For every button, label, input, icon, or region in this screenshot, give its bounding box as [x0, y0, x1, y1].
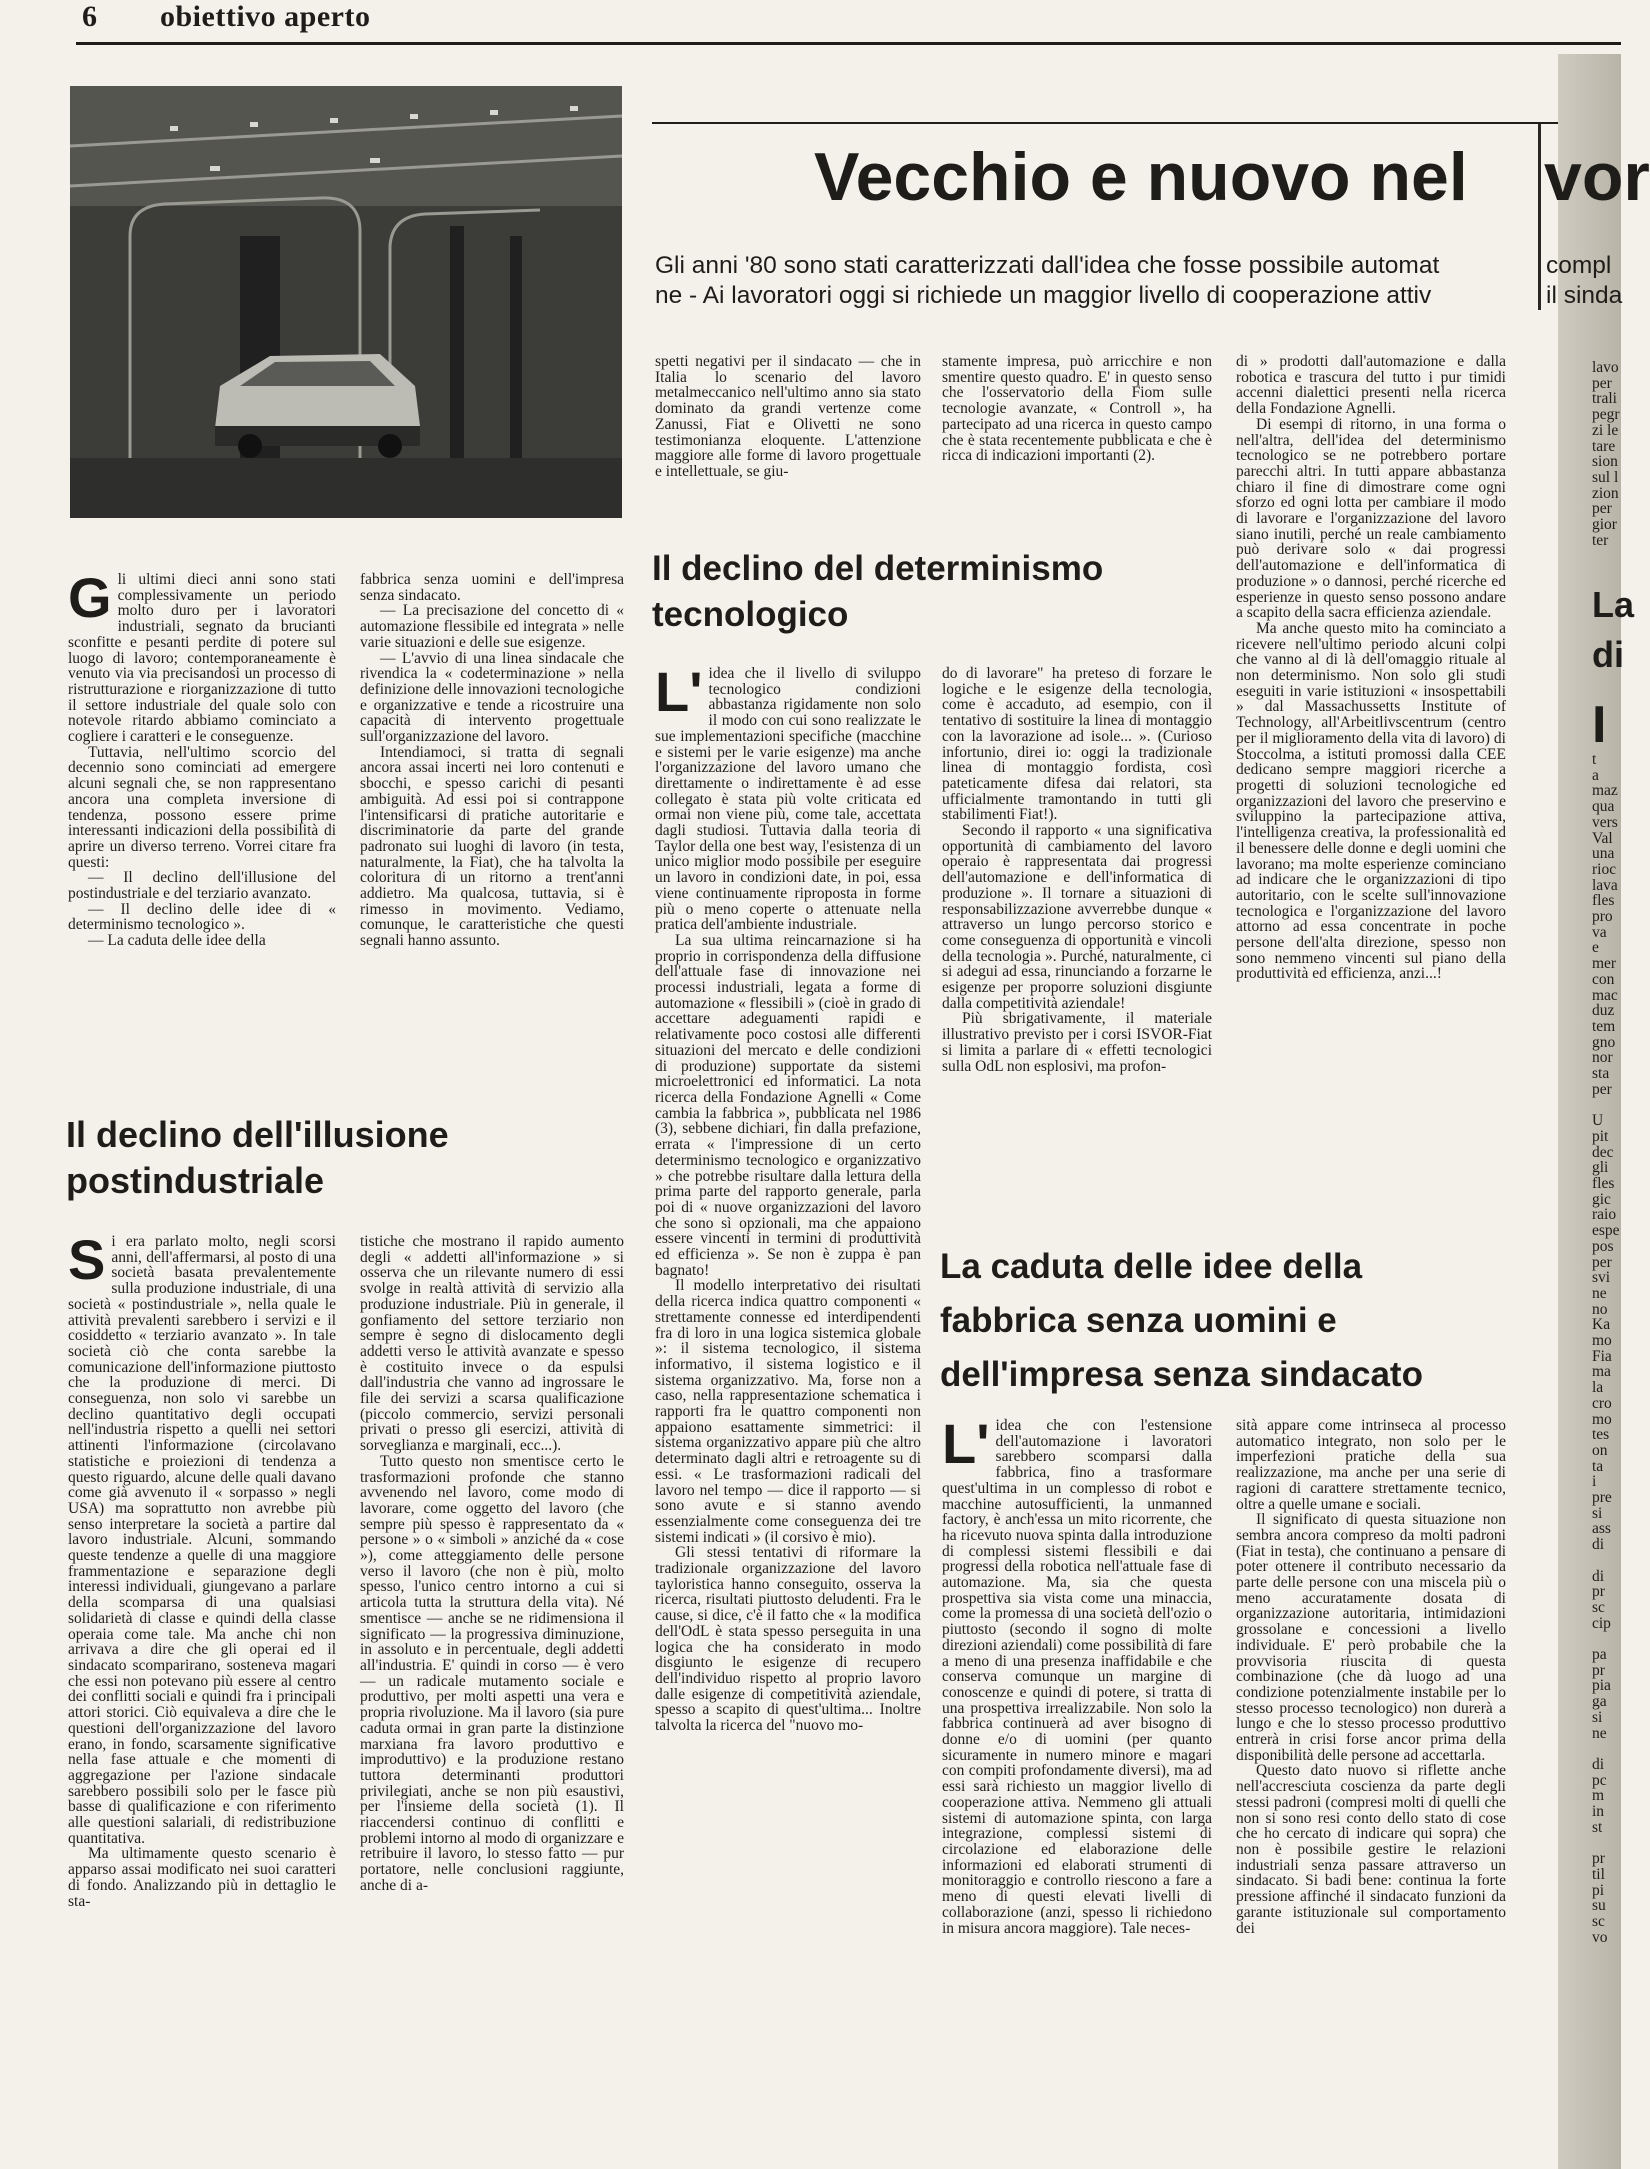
section3-text-1: idea che con l'estensione dell'automazione i lavoratori sarebbero scomparsi dalla fabbrica, fino a trasformare quest'ultima in un complesso di robot e macchine autosufficienti, la unmanned factory, è anch'essa un mito ricorrente, che ha ricevuto nuova spinta dalla introduzione di complessi sistemi flessibili e dai progressi della robotica nell'attuale fase di automazione. Ma, sia che questa prospettiva sia vista come una minaccia, come la promessa di una società dell'ozio o piuttosto (secondo il sogno di molte direzioni aziendali) come possibilità di fare a meno di una presenza inaffidabile e che conserva comunque un margine di conoscenze e quindi di potere, si tratta di una prospettiva irrealizzabile. Non solo la fabbrica continuerà ad aver bisogno di donne e/o di uomini (per quanto sicuramente in numero minore e magari con compiti profondamente diversi), ma ad essi sarà richiesto un maggior livello di cooperazione attiva. Nemmeno gli attuali sistemi di automazione spinta, con larga integrazione, complessi sistemi di circolazione ed elaborazione delle informazioni ed elaborati strumenti di monitoraggio e controllo riescono a fare a meno di questi elevati livelli di collaborazione (anzi, spesso li richiedono in misura ancora maggiore). Tale neces-: [942, 1417, 1212, 1937]
facing-page-line-1: per: [1592, 374, 1612, 392]
dropcap-s: S: [68, 1228, 106, 1291]
facing-page-line-9: per: [1592, 500, 1612, 518]
facing-page-line-2: trali: [1592, 390, 1617, 408]
facing-page-line-mid-17: tem: [1592, 1017, 1616, 1035]
section1-text-1: i era parlato molto, negli scorsi anni, dell'affermarsi, al posto di una società basata prevalentemente sulla produzione industriale, di una società « postindustriale », nella quale le attività prevalenti sarebbero i servizi e il cosiddetto « terziario avanzato ». In tale società ciò che conta sarebbe la comunicazione dell'informazione piuttosto che la produzione di merci. Di conseguenza, non solo vi sarebbe un declino quantitativo degli occupati nell'industria rispetto a quelli nei settori attinenti l'informazione (circolavano statistiche e proiezioni di tendenza a questo riguardo, alcune delle quali davano come già avvenuto il « sorpasso » negli USA) ma soprattutto non avrebbe più senso interpretare la società a partire dal lavoro industriale. Alcuni, sommando queste tendenze a quelle di una maggiore frammentazione e separazione degli interessi individuali, giungevano a parlare della scomparsa di una qualsiasi solidarietà di classe e quindi della classe operaia come tale. Ma anche chi non arrivava a dire che gli operai ed il sindacato scomparirano, sosteneva magari che essi non potevano più essere al centro dei conflitti sociali e quindi fra i principali attori storici. Ciò equivaleva a dire che le questioni dell'organizzazione del lavoro erano, in fondo, scarsamente significative nella fase attuale e che momenti di aggregazione per l'azione sindacale sarebbero possibili solo per le fasce più basse di qualificazione e con riferimento alle questioni salariali, di redistribuzione quantitativa.: [68, 1233, 336, 1847]
facing-page-line-mid-16: duz: [1592, 1002, 1615, 1020]
facing-page-line-mid-38: Fia: [1592, 1347, 1612, 1365]
facing-page-line-mid-75: vo: [1592, 1928, 1608, 1946]
facing-page-line-mid-52: di: [1592, 1567, 1605, 1585]
section-heading-postindustriale: Il declino dell'illusione postindustriale: [66, 1114, 449, 1201]
section3-text-2: sità appare come intrinseca al processo automatico integrato, non solo per le imperfezioni pratiche della sua realizzazione, ma anche per una serie di ragioni di carattere strettamente tecnico, oltre a quelle umane e sociali.: [1236, 1417, 1506, 1513]
intro-text-7: — La precisazione del concetto di « automazione flessibile ed integrata » nelle varie situazioni e delle sue esigenze.: [360, 602, 624, 651]
facing-page-line-mid-5: Val: [1592, 829, 1613, 847]
section2-text-9: Di esempi di ritorno, in una forma o nell'altra, dell'idea del determinismo tecnologico se ne potrebbero portare parecchi altri. In tutti appare abbastanza chiaro il fine di dimostrare come ogni sforzo ed ogni lotta per cambiare il modo di lavorare e l'organizzazione del lavoro siano inutili, perché un reale cambiamento può derivare solo « dai progressi dell'automazione e dell'informatica di produzione » o dannosi, perché ricerche ed esperienze in questo senso possono andare a scapito della sacra efficienza aziendale.: [1236, 415, 1506, 622]
facing-page-line-mid-70: pr: [1592, 1850, 1605, 1868]
facing-page-line-mid-26: gli: [1592, 1159, 1609, 1177]
facing-page-line-mid-69: [1592, 1836, 1621, 1852]
page-number: 6: [82, 0, 98, 33]
facing-page-line-mid-53: pr: [1592, 1583, 1605, 1601]
facing-page-line-mid-60: ga: [1592, 1693, 1607, 1711]
facing-page-line-mid-36: Ka: [1592, 1316, 1611, 1334]
section3-text-3: Il significato di questa situazione non sembra ancora compreso da molti padroni (Fiat in testa), che continuano a pensare di poter ottenere il contributo necessario da parte delle persone con una miscela più o meno accuratamente dosata di organizzazione autoritaria, intimidazioni grossolane e concessioni a livello individuale. E' però probabile che la provvisoria riuscita di questa combinazione (che dà luogo ad una condizione potenzialmente instabile per lo stesso processo tecnologico) non durerà a lungo e che lo stesso processo produttivo entrerà in crisi forse ancor prima della disponibilità delle persone ad accettarla.: [1236, 1511, 1506, 1764]
facing-page-line-mid-42: mo: [1592, 1410, 1612, 1428]
facing-page-line-mid-14: con: [1592, 970, 1615, 988]
section2-text-4: Gli stessi tentativi di riformare la tradizionale organizzazione del lavoro tayloristica hanno conseguito, osserva la ricerca, risultati piuttosto deludenti. Fra le cause, si dice, c'è il fatto che « la modifica dell'OdL è stata spesso perseguita in una logica che ha considerato in modo disgiunto le esigenze di recupero dell'individuo rispetto al proprio lavoro dalle esigenze di competitività aziendale, spesso a scapito di quest'ultima... Inoltre talvolta la ricerca del "nuovo mo-: [655, 1544, 921, 1735]
facing-page-line-mid-72: pi: [1592, 1881, 1605, 1899]
facing-page-line-mid-37: mo: [1592, 1332, 1612, 1350]
facing-page-line-mid-44: on: [1592, 1441, 1608, 1459]
facing-page-line-mid-8: lava: [1592, 876, 1618, 894]
section3-column-4: [942, 1412, 1212, 2160]
factory-photo: [70, 86, 622, 518]
section2-text-1: idea che il livello di sviluppo tecnologico condizioni abbastanza rigidamente non solo il modo con cui sono realizzate le sue implementazioni specifiche (macchine e sistemi per le varie esigenze) ma anche l'organizzazione del lavoro umano che direttamente o indirettamente è ad esse collegato è stata più volte criticata ed ormai non viene più, come tale, accettata dagli studiosi. Tuttavia dalla teoria di Taylor della one best way, l'esistenza di un unico miglior modo possibile per eseguire un lavoro in condizioni date, in poi, essa viene continuamente riproposta in forme più o meno coperte o attenuate nella pratica dell'ambiente industriale.: [655, 665, 921, 934]
intro-text-5: — La caduta delle idee della: [88, 932, 266, 950]
facing-page-line-mid-41: cro: [1592, 1394, 1612, 1412]
facing-page-line-mid-51: [1592, 1553, 1621, 1569]
section3-column-5: [1236, 1418, 1506, 2160]
section2-text-8: di » prodotti dall'automazione e dalla robotica e trascura del tutto i pur timidi accenni dialettici presenti nella ricerca della Fondazione Agnelli.: [1236, 353, 1506, 418]
facing-page-line-mid-1: a: [1592, 766, 1599, 784]
facing-page-line-mid-54: sc: [1592, 1598, 1605, 1616]
facing-page-line-mid-19: nor: [1592, 1049, 1613, 1067]
facing-page-line-mid-71: til: [1592, 1865, 1605, 1883]
intro-text-9: Intendiamoci, si tratta di segnali ancora assai incerti nei loro contenuti e sbocchi, e spesso carichi di pesanti ambiguità. Ad essi poi si contrappone l'intensificarsi di pratiche autoritarie e discriminatorie da parte del grande padronato sui luoghi di lavoro (in testa, naturalmente, la Fiat), che ha talvolta la coloritura di un ritorno a trent'anni addietro. Ma qualcosa, tuttavia, si è rimesso in movimento. Vediamo, comunque, le caratteristiche che questi segnali hanno assunto.: [360, 743, 624, 950]
facing-page-line-11: ter: [1592, 531, 1609, 549]
facing-page-line-mid-0: t: [1592, 751, 1597, 768]
facing-page-line-mid-33: svi: [1592, 1269, 1611, 1287]
facing-page-line-mid-50: di: [1592, 1536, 1605, 1554]
section3-heading-line-2: fabbrica senza uomini e: [940, 1301, 1337, 1340]
facing-page-line-mid-31: pos: [1592, 1237, 1614, 1255]
page-gutter-line: [1538, 124, 1541, 310]
intro-text-4: — Il declino delle idee di « determinismo tecnologico ».: [68, 900, 336, 934]
factory-photo-art: [70, 86, 622, 518]
section1-text-4: Tutto questo non smentisce certo le trasformazioni profonde che stanno avvenendo nel lavoro, come modo di lavorare, come oggetto del lavoro (che sempre più spesso è rappresentato da « persone » o « simboli » anziché da « cose »), come atteggiamento delle persone verso il lavoro (che non è più, molto spesso, l'unico centro intorno a cui si articola tutta la struttura della vita). Né smentisce — anche se ne ridimensiona il significato — la progressiva diminuzione, in assoluto e in percentuale, degli addetti all'industria. E' quindi in corso — è vero — un radicale mutamento sociale e produttivo, per molti aspetti una vera e propria rivoluzione. Ma il lavoro (sia pure caduta ormai in gran parte la distinzione marxiana fra lavoro produttivo e improduttivo) e la produzione restano tuttora determinanti produttori privilegiati, anche se non più esaustivi, per l'insieme della società (1). Il riaccendersi continuo di conflitti e problemi intorno al modo di organizzare e retribuire il lavoro, lo stesso fatto — pur portatore, nelle conclusioni raggiunte, anche di a-: [360, 1452, 624, 1894]
intro-text-1: li ultimi dieci anni sono stati complessivamente un periodo molto duro per i lavoratori industriali, segnato da brucianti sconfitte e pesanti perdite di potere sul luogo di lavoro; contemporaneamente è venuto via via precisandosi un processo di ristrutturazione e riorganizzazione di tutto il settore industriale del quale solo con notevole ritardo abbiamo cominciato a cogliere i caratteri e le conseguenze.: [68, 571, 336, 746]
facing-page-line-mid-68: st: [1592, 1818, 1603, 1836]
facing-page-line-mid-47: pre: [1592, 1489, 1612, 1507]
intro-text-6: fabbrica senza uomini e dell'impresa senza sindacato.: [360, 571, 624, 604]
facing-page-line-mid-15: mac: [1592, 986, 1618, 1004]
facing-page-line-mid-23: U: [1592, 1112, 1604, 1130]
facing-page-line-mid-18: gno: [1592, 1033, 1616, 1051]
facing-page-line-8: zion: [1592, 484, 1619, 502]
facing-page-lines-mid: [1592, 752, 1621, 2152]
mid-top-column-3: spetti negativi per il sindacato — che in Italia lo scenario del lavoro metalmeccanico nell'ultimo anno sia stato dominato da grandi vertenze come Zanussi, Fiat e Olivetti ne sono testimonianza eloquente. L'attenzione maggiore alle forme di lavoro progettuale e intellettuale, se giu-: [655, 353, 921, 480]
facing-page-line-0: lavo: [1592, 359, 1619, 376]
facing-page-line-mid-67: in: [1592, 1803, 1605, 1821]
facing-page-line-mid-24: pit: [1592, 1127, 1609, 1145]
facing-page-line-mid-10: pro: [1592, 908, 1613, 926]
facing-page-line-mid-46: i: [1592, 1473, 1597, 1491]
facing-page-line-mid-66: m: [1592, 1787, 1605, 1805]
facing-page-line-mid-12: e: [1592, 939, 1599, 957]
section2-text-6: Secondo il rapporto « una significativa opportunità di cambiamento del lavoro operaio è rappresentata dai progressi dell'automazione e dell'informatica di produzione ». Il tornare a situazioni di responsabilizzazione avverrebbe dunque « attraverso un lungo percorso storico e come conseguenza di opportunità e vincoli della tecnologia ». Purché, naturalmente, ci si adegui ad essa, rinunciando a forzarne le esigenze per proporre soluzioni disgiunte dalla competitività aziendale!: [942, 822, 1212, 1012]
facing-page-line-3: pegr: [1592, 406, 1620, 424]
section2-column-3: [655, 660, 921, 2160]
section2-text-10: Ma anche questo mito ha cominciato a ricevere nell'ultimo periodo alcuni colpi che vanno al di là dell'omaggio rituale al non determinismo. Non solo gli studi eseguiti in varie istituzioni « insospettabili » dal Massachussetts Institute of Technology, all'Arbeitlivscentrum (centro per il miglioramento della vita di lavoro) di Stoccolma, a istituti promossi dalla CEE dedicano sempre maggiori ricerche a progetti di soluzioni tecnologiche ed organizzazioni del lavoro che preservino e sviluppino la partecipazione attiva, l'intelligenza creativa, la professionalità ed il benessere delle donne e degli uomini che lavorano; ma molte esperienze cominciano ad indicare che le organizzazioni di tipo autoritario, con le scelte sull'innovazione tecnologica e l'organizzazione del lavoro attorno ad essa concentrate in poche persone dell'alta direzione, spesso non sono nemmeno vincenti sul piano della produttività ed efficienza, anzi...!: [1236, 619, 1506, 983]
facing-page-line-mid-58: pr: [1592, 1661, 1605, 1679]
facing-page-lines-top: [1592, 360, 1621, 560]
section2-column-5: [1236, 354, 1506, 1229]
section1-text-2: Ma ultimamente questo scenario è apparso assai modificato nei suoi caratteri di fondo. Analizzando più in dettaglio le sta-: [68, 1845, 336, 1910]
section-heading-fabbrica: [940, 1240, 1540, 1402]
article-title: Vecchio e nuovo nel: [814, 139, 1468, 215]
section2-text-7: Più sbrigativamente, il materiale illustrativo previsto per i corsi ISVOR-Fiat si limita a parlare di « effetti tecnologici sulla OdL non esplosivi, ma profon-: [942, 1010, 1212, 1075]
dropcap-l2: L': [942, 1412, 990, 1475]
dropcap-g: G: [68, 566, 112, 629]
facing-page-line-mid-73: su: [1592, 1897, 1606, 1915]
section2-text-5: do di lavorare" ha preteso di forzare le logiche e le esigenze della tecnologia, come è accaduto, ad esempio, con il tentativo di sostituire la linea di montaggio con la lavorazione ad isole... ». (Curioso infortunio, direi io: oggi la tradizionale linea di montaggio fordista, così pateticamente difesa dai relatori, sta ufficialmente tramontando in tutti gli stabilimenti Fiat!).: [942, 665, 1212, 824]
section2-text-2: La sua ultima reincarnazione si ha proprio in corrispondenza della diffusione dell'attuale fase di innovazione nei processi industriali, legata a forme di automazione « flessibili » (cioè in grado di accettare adeguamenti rapidi e relativamente poco costosi alle differenti situazioni del mercato e delle condizioni di produzione) supportate da sistemi microelettronici ed informatici. La nota ricerca della Fondazione Agnelli « Come cambia la fabbrica », pubblicata nel 1986 (3), sebbene dichiari, fin dalla prefazione, errata « l'impressione di un certo determinismo tecnologico e organizzativo » che potrebbe risultare dalla lettura della prima parte del rapporto generale, parla poi di « nuove organizzazioni del lavoro che sono sì opzionali, ma che appaiono essere vincenti in termini di produttività ed efficienza ». Se non è zuppa è pan bagnato!: [655, 931, 921, 1279]
section-heading-determinismo: Il declino del determinismo tecnologico: [652, 549, 1104, 634]
facing-page-line-mid-48: si: [1592, 1504, 1603, 1522]
facing-page-line-mid-25: dec: [1592, 1143, 1614, 1161]
facing-page-line-5: tare: [1592, 437, 1616, 455]
facing-page-line-mid-7: rioc: [1592, 860, 1617, 878]
facing-page-line-mid-57: pa: [1592, 1646, 1607, 1664]
intro-column-1: [68, 566, 336, 1072]
facing-page-line-mid-32: per: [1592, 1253, 1612, 1271]
facing-page-line-mid-56: [1592, 1631, 1621, 1647]
section3-heading-line-3: dell'impresa senza sindacato: [940, 1355, 1423, 1394]
facing-page-dropcap: I: [1592, 696, 1607, 754]
facing-page-line-mid-34: ne: [1592, 1284, 1607, 1302]
facing-page-heading-frag-0: La: [1592, 584, 1635, 625]
article-title-cutoff: vor: [1544, 139, 1650, 215]
facing-page-line-mid-11: va: [1592, 923, 1607, 941]
subtitle-line-2: ne - Ai lavoratori oggi si richiede un maggior livello di cooperazione attiv: [655, 282, 1432, 309]
facing-page-line-mid-63: [1592, 1741, 1621, 1757]
section3-heading-line-1: La caduta delle idee della: [940, 1247, 1363, 1286]
facing-page-line-mid-21: per: [1592, 1080, 1612, 1098]
facing-page-line-mid-59: pia: [1592, 1677, 1611, 1695]
section3-text-4: Questo dato nuovo si riflette anche nell'accresciuta coscienza da parte degli stessi padroni (compresi molti di quelli che non si sono resi conto dello stato di cose che ho cercato di indicare qui sopra) che non è possibile gestire le relazioni industriali senza passare attraverso un sindacato. Si badi bene: continua la forte pressione affinché il sindacato funzioni da garante istituzionale sul comportamento dei: [1236, 1762, 1506, 1937]
facing-page-line-mid-45: ta: [1592, 1457, 1604, 1475]
intro-column-2: [360, 572, 624, 1072]
section2-column-4: [942, 666, 1212, 1226]
facing-page-line-mid-3: qua: [1592, 798, 1615, 816]
section1-column-2: [360, 1234, 624, 2159]
facing-page-line-mid-29: raio: [1592, 1206, 1617, 1224]
header-rule: [76, 42, 1621, 45]
intro-text-3: — Il declino dell'illusione del postindustriale e del terziario avanzato.: [68, 869, 336, 903]
facing-page-line-mid-9: fles: [1592, 892, 1615, 910]
facing-page-line-mid-39: ma: [1592, 1363, 1611, 1381]
facing-page-line-mid-4: vers: [1592, 813, 1618, 831]
facing-page-line-mid-43: tes: [1592, 1426, 1610, 1444]
facing-page-line-mid-13: mer: [1592, 955, 1617, 973]
facing-page-line-mid-22: [1592, 1097, 1621, 1113]
facing-page-line-10: gior: [1592, 516, 1617, 534]
facing-page-line-mid-2: maz: [1592, 782, 1618, 800]
subtitle-cutoff-1: compl: [1546, 252, 1612, 279]
dropcap-l: L': [655, 660, 703, 723]
facing-page-line-mid-61: si: [1592, 1708, 1603, 1726]
facing-page-line-mid-49: ass: [1592, 1520, 1611, 1538]
section1-column-1: [68, 1228, 336, 2159]
facing-page-heading: [1592, 580, 1635, 690]
intro-text-2: Tuttavia, nell'ultimo scorcio del decennio sono cominciati ad emergere alcuni segnali che, se non rappresentano ancora una completa inversione di tendenza, possono essere prime interessanti indicazioni della possibilità di aprire un diverso terreno. Vorrei citare fra questi:: [68, 743, 336, 871]
facing-page-line-mid-20: sta: [1592, 1065, 1610, 1083]
subtitle-cutoff-2: il sinda: [1546, 282, 1623, 309]
facing-page-line-6: sion: [1592, 453, 1618, 471]
facing-page-line-mid-30: espe: [1592, 1222, 1620, 1240]
facing-page-heading-frag-1: di: [1592, 634, 1624, 675]
facing-page-line-7: sul l: [1592, 468, 1619, 486]
facing-page-line-mid-28: gic: [1592, 1190, 1611, 1208]
facing-page-line-mid-27: fles: [1592, 1174, 1615, 1192]
facing-page-line-mid-74: sc: [1592, 1913, 1605, 1931]
section1-text-3: tistiche che mostrano il rapido aumento degli « addetti all'informazione » si osserva che un rilevante numero di essi svolge in realtà attività di servizio alla produzione industriale. Più in generale, il gonfiamento del settore terziario non sempre è segno di dislocamento degli addetti verso le attività avanzate e spesso è costituito invece o da espulsi dall'industria che vanno ad ingrossare le file dei servizi a scarsa qualificazione (piccolo commercio, servizi personali privati o presso gli esercizi, attività di sorveglianza e marginali, ecc...).: [360, 1233, 624, 1455]
facing-page-line-mid-62: ne: [1592, 1724, 1607, 1742]
section2-text-3: Il modello interpretativo dei risultati della ricerca indica quattro componenti « strettamente connesse ed interdipendenti fra di loro in una logica sistemica globale »: il sistema tecnologico, il sistema informativo, il sistema logistico e il sistema organizzativo. Ma, forse non a caso, nella rappresentazione schematica i rapporti fra le quattro componenti non appaiono esattamente simmetrici: il sistema organizzativo appare più che altro determinato dagli altri e retroagente su di essi. « Le trasformazioni radicali del lavoro nel tempo — dice il rapporto — si sono avute e si stanno avendo essenzialmente come conseguenza dei tre sistemi indicati » (il corsivo è mio).: [655, 1277, 921, 1546]
facing-page-line-mid-64: di: [1592, 1756, 1605, 1773]
title-rule: [652, 122, 1621, 124]
subtitle-line-1: Gli anni '80 sono stati caratterizzati dall'idea che fosse possibile automat: [655, 252, 1440, 279]
section-title: obiettivo aperto: [160, 0, 371, 33]
facing-page-line-mid-35: no: [1592, 1300, 1608, 1318]
intro-text-8: — L'avvio di una linea sindacale che rivendica la « codeterminazione » nella definizione delle innovazioni tecnologiche e organizzative e tende a ricostruire una capacità di intervento progettuale sull'organizzazione del lavoro.: [360, 649, 624, 746]
facing-page-line-mid-55: cip: [1592, 1614, 1611, 1632]
facing-page-line-mid-65: pc: [1592, 1771, 1607, 1789]
facing-page-line-mid-40: la: [1592, 1379, 1604, 1397]
facing-page-line-4: zi le: [1592, 421, 1619, 439]
mid-top-column-4: stamente impresa, può arricchire e non smentire questo quadro. E' in questo senso che l'osservatorio della Fiom sulle tecnologie avanzate, « Controll », ha partecipato ad una ricerca in questo campo che è stata recentemente pubblicata e che è ricca di indicazioni importanti (2).: [942, 353, 1212, 465]
facing-page-line-mid-6: una: [1592, 845, 1615, 863]
